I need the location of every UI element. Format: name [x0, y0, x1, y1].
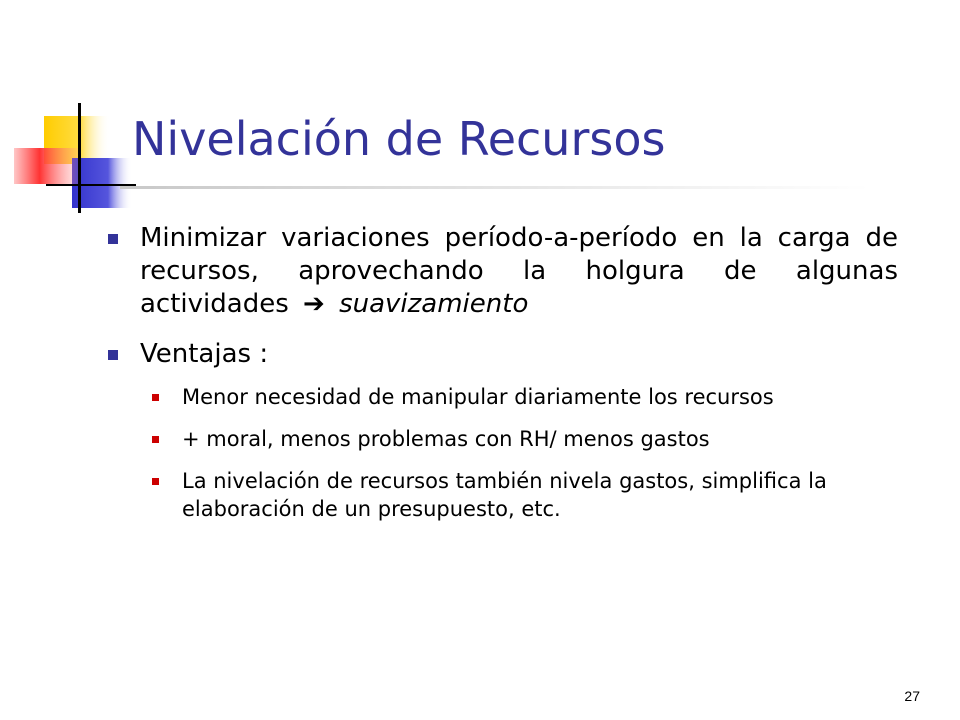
sub-bullet-square-icon — [152, 436, 159, 443]
bullet-text: Minimizar variaciones período-a-período en la carga de recursos, aprovechando la holgura de algunas actividades — [140, 223, 898, 319]
bullet-text: Ventajas : — [140, 339, 269, 369]
sub-bullet-item — [152, 383, 898, 411]
sub-bullet-list — [108, 383, 898, 523]
sub-bullet-item — [152, 467, 898, 523]
sub-bullet-item — [152, 425, 898, 453]
right-arrow-icon: ➔ — [303, 289, 325, 319]
sub-bullet-text: + moral, menos problemas con RH/ menos gastos — [182, 427, 710, 451]
bullet-item — [108, 222, 898, 321]
bullet-item — [108, 338, 898, 371]
bullet-square-icon — [108, 234, 118, 244]
slide-body — [108, 222, 898, 537]
sub-bullet-text: Menor necesidad de manipular diariamente los recursos — [182, 385, 774, 409]
sub-bullet-square-icon — [152, 394, 159, 401]
bullet-square-icon — [108, 350, 118, 360]
sub-bullet-square-icon — [152, 478, 159, 485]
bullet-emphasis-text: suavizamiento — [339, 289, 529, 319]
slide-title: Nivelación de Recursos — [132, 112, 666, 166]
sub-bullet-text: La nivelación de recursos también nivela gastos, simplifica la elaboración de un presupuesto, etc. — [182, 469, 827, 521]
title-underline-divider — [120, 186, 870, 189]
page-number: 27 — [904, 688, 920, 704]
title-decoration-graphic — [0, 0, 140, 220]
